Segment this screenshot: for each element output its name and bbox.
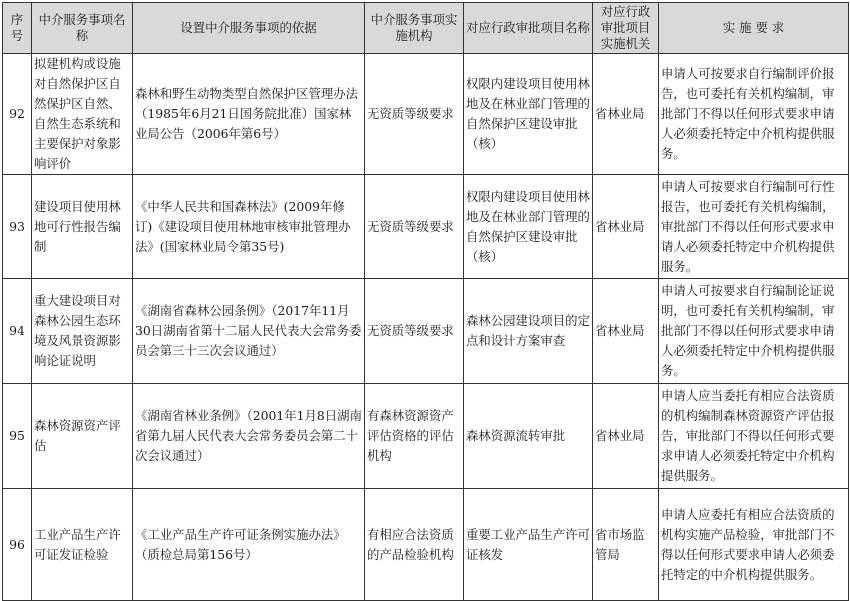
cell-name: 工业产品生产许可证发证检验	[32, 489, 133, 601]
cell-no: 93	[3, 175, 32, 279]
cell-name: 拟建机构或设施对自然保护区自然保护区自然、自然生态系统和主要保护对象影响评价	[32, 54, 133, 175]
cell-requirements: 申请人应委托有相应合法资质的机构实施产品检验，审批部门不得以任何形式要求申请人必须委托特定的中介机构提供服务。	[659, 489, 849, 601]
cell-approval: 权限内建设项目使用林地及在林业部门管理的自然保护区建设审批（核）	[464, 175, 593, 279]
table-row	[3, 54, 849, 175]
cell-no: 96	[3, 489, 32, 601]
header-requirements: 实 施 要 求	[659, 3, 849, 54]
table-row	[3, 175, 849, 279]
cell-approval: 重要工业产品生产许可证核发	[464, 489, 593, 601]
cell-no: 94	[3, 279, 32, 384]
cell-requirements: 申请人可按要求自行编制论证说明，也可委托有关机构编制，审批部门不得以任何形式要求申请人必须委托特定中介机构提供服务。	[659, 279, 849, 384]
cell-approval: 权限内建设项目使用林地及在林业部门管理的自然保护区建设审批（核）	[464, 54, 593, 175]
header-approval: 对应行政审批项目名称	[464, 3, 593, 54]
cell-approval: 森林资源流转审批	[464, 384, 593, 489]
table-row	[3, 384, 849, 489]
header-basis: 设置中介服务事项的依据	[133, 3, 365, 54]
cell-agency: 省林业局	[593, 175, 659, 279]
cell-no: 92	[3, 54, 32, 175]
cell-basis: 《中华人民共和国森林法》(2009年修订)《建设项目使用林地审核审批管理办法》(国家林业局令第35号)	[133, 175, 365, 279]
cell-name: 森林资源资产评估	[32, 384, 133, 489]
header-name: 中介服务事项名称	[32, 3, 133, 54]
cell-agency: 省林业局	[593, 384, 659, 489]
header-row	[3, 3, 849, 54]
cell-basis: 森林和野生动物类型自然保护区管理办法（1985年6月21日国务院批准）国家林业局公告（2006年第6号）	[133, 54, 365, 175]
table-row	[3, 489, 849, 601]
cell-approval: 森林公园建设项目的定点和设计方案审查	[464, 279, 593, 384]
cell-basis: 《湖南省林业条例》（2001年1月8日湖南省第九届人民代表大会常务委员会第二十次会议通过）	[133, 384, 365, 489]
cell-requirements: 申请人可按要求自行编制评价报告，也可委托有关机构编制，审批部门不得以任何形式要求申请人必须委托特定中介机构提供服务。	[659, 54, 849, 175]
cell-name: 重大建设项目对森林公园生态环境及风景资源影响论证说明	[32, 279, 133, 384]
table-row	[3, 279, 849, 384]
cell-org: 无资质等级要求	[365, 279, 464, 384]
cell-org: 有相应合法资质的产品检验机构	[365, 489, 464, 601]
cell-basis: 《工业产品生产许可证条例实施办法》（质检总局第156号）	[133, 489, 365, 601]
intermediary-services-table	[2, 2, 849, 601]
cell-requirements: 申请人可按要求自行编制可行性报告，也可委托有关机构编制，审批部门不得以任何形式要求申请人必须委托特定中介机构提供服务。	[659, 175, 849, 279]
cell-no: 95	[3, 384, 32, 489]
header-agency: 对应行政审批项目实施机关	[593, 3, 659, 54]
cell-org: 无资质等级要求	[365, 175, 464, 279]
cell-name: 建设项目使用林地可行性报告编制	[32, 175, 133, 279]
cell-agency: 省林业局	[593, 54, 659, 175]
cell-agency: 省林业局	[593, 279, 659, 384]
header-org: 中介服务事项实施机构	[365, 3, 464, 54]
cell-requirements: 申请人应当委托有相应合法资质的机构编制森林资源资产评估报告，审批部门不得以任何形式要求申请人必须委托特定中介机构提供服务。	[659, 384, 849, 489]
cell-org: 有森林资源资产评估资格的评估机构	[365, 384, 464, 489]
cell-org: 无资质等级要求	[365, 54, 464, 175]
cell-agency: 省市场监管局	[593, 489, 659, 601]
cell-basis: 《湖南省森林公园条例》（2017年11月30日湖南省第十二届人民代表大会常务委员会第三十三次会议通过）	[133, 279, 365, 384]
header-no: 序号	[3, 3, 32, 54]
